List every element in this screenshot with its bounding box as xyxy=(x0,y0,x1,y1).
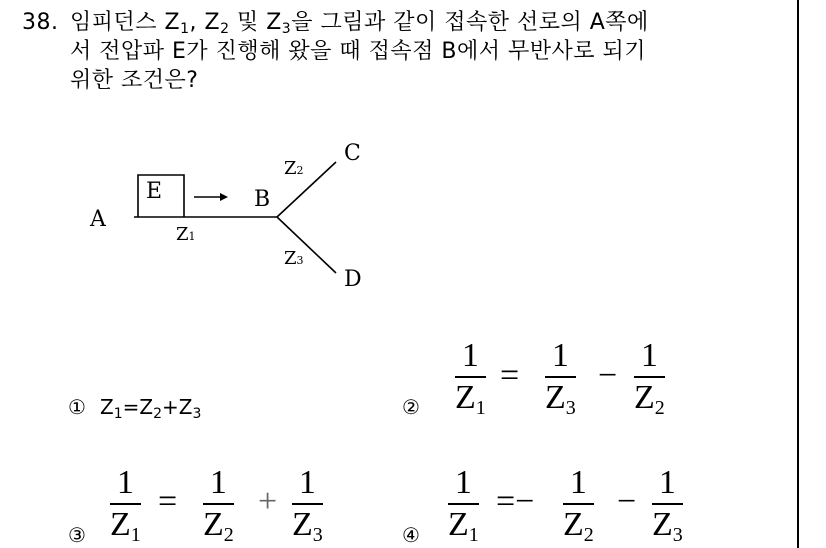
option-4-operator: − xyxy=(617,483,637,520)
subscript: 2 xyxy=(220,21,230,37)
label-a: A xyxy=(90,207,106,232)
option-2-term2-fraction: 1 $Z_2$ xyxy=(634,337,665,419)
option-4-marker[interactable]: ④ xyxy=(402,523,420,547)
option-2-term1-fraction: 1 $Z_3$ xyxy=(545,337,576,419)
label-z2: Z2 xyxy=(284,158,304,179)
option-2-equals: = xyxy=(500,357,520,394)
option-4-term1-fraction: 1 $Z_2$ xyxy=(563,464,594,546)
option-3-operator: + xyxy=(258,483,278,520)
option-3-equals: = xyxy=(158,483,178,520)
option-2-lhs-fraction: 1 $Z_1$ xyxy=(455,337,486,419)
option-1-marker[interactable]: ① xyxy=(68,395,86,419)
circuit-diagram-svg xyxy=(70,130,400,300)
question-text-part: 임피던스 Z xyxy=(70,10,181,35)
question-text-part: , Z xyxy=(189,10,221,35)
arrow-head-icon xyxy=(220,193,228,201)
page-right-border xyxy=(797,0,799,548)
question-text-part: 및 Z xyxy=(229,10,282,35)
subscript: 3 xyxy=(281,21,292,37)
option-3-lhs-fraction: 1 $Z_1$ xyxy=(110,464,141,546)
question-line-2: 서 전압파 E가 진행해 왔을 때 접속점 B에서 무반사로 되기 xyxy=(70,39,646,64)
question-text-part: 을 그림과 같이 접속한 선로의 A쪽에 xyxy=(291,10,649,35)
label-c: C xyxy=(344,141,361,166)
label-d: D xyxy=(344,267,362,292)
option-3-term2-fraction: 1 $Z_3$ xyxy=(292,464,323,546)
option-2-operator: − xyxy=(598,357,618,394)
question-line-1 xyxy=(22,8,792,37)
circuit-diagram xyxy=(70,130,400,300)
label-z3: Z3 xyxy=(284,248,304,269)
label-b: B xyxy=(254,187,271,212)
option-4-term2-fraction: 1 $Z_3$ xyxy=(652,464,683,546)
option-1-text: $Z_1=Z_2+Z_3$ xyxy=(100,395,202,422)
option-3-marker[interactable]: ③ xyxy=(68,523,86,547)
label-z1: Z1 xyxy=(176,224,196,245)
option-2-marker[interactable]: ② xyxy=(402,395,420,419)
option-4-equals: =− xyxy=(496,483,535,520)
question-text xyxy=(22,8,792,95)
option-4-lhs-fraction: 1 $Z_1$ xyxy=(448,464,479,546)
label-e: E xyxy=(146,179,163,204)
subscript: 1 xyxy=(180,21,190,37)
option-3-term1-fraction: 1 $Z_2$ xyxy=(203,464,234,546)
question-line-3: 위한 조건은? xyxy=(70,68,199,93)
question-number: 38. xyxy=(22,10,59,35)
